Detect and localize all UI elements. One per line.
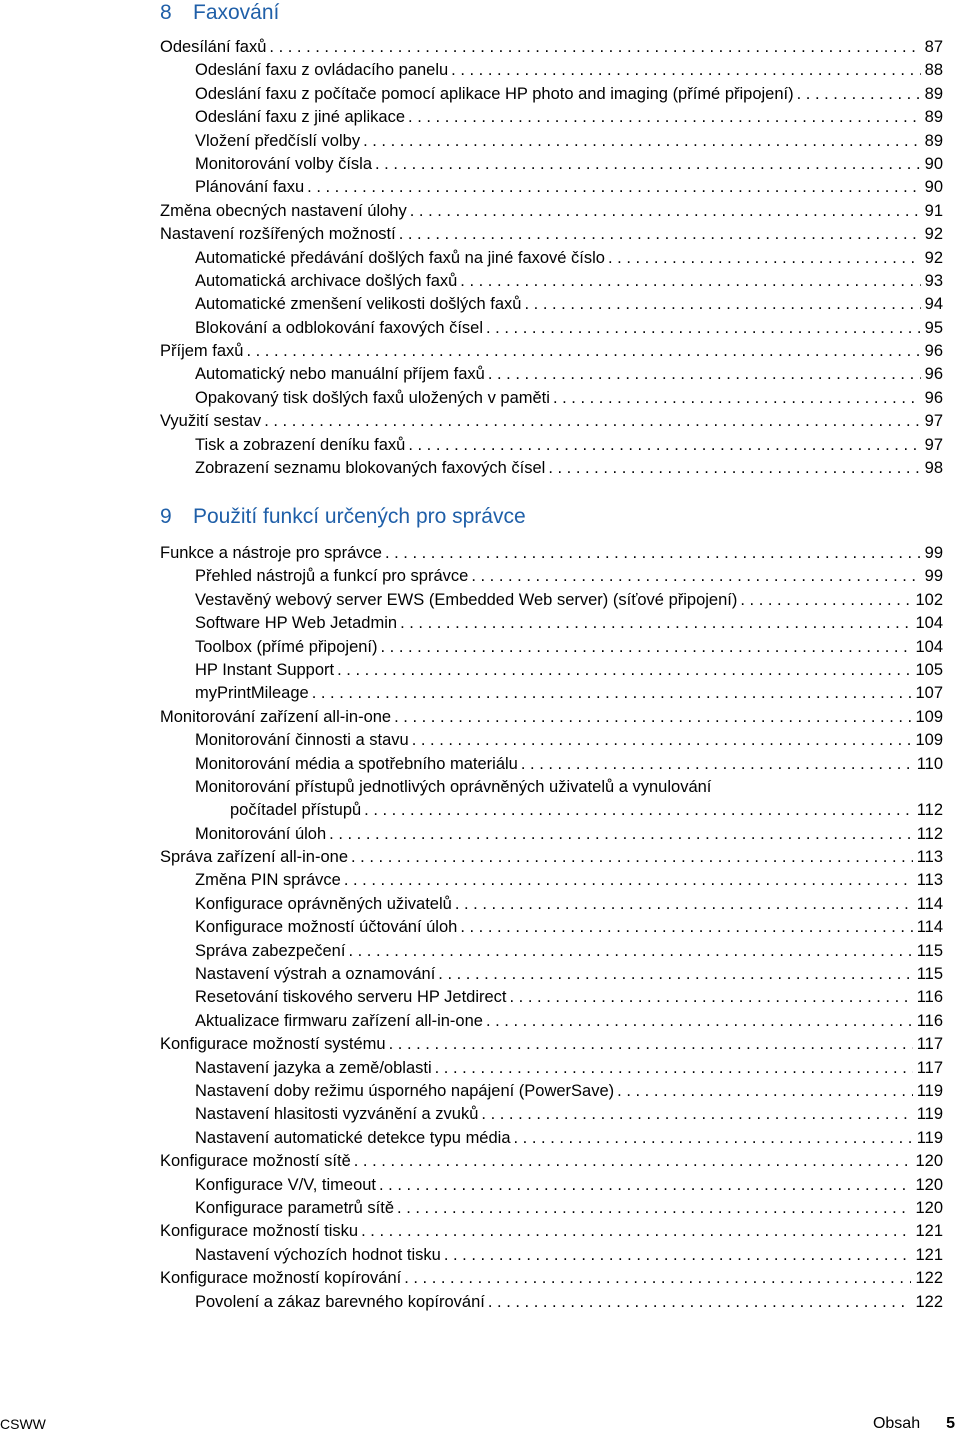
toc-entry-title: Příjem faxů: [160, 342, 244, 361]
dot-leader: [521, 753, 913, 776]
toc-entry-page: 96: [924, 365, 943, 384]
toc-entry[interactable]: [160, 940, 943, 963]
chapter-8-heading: [160, 0, 279, 26]
toc-entry[interactable]: [160, 846, 943, 869]
footer-section-label: Obsah: [872, 1415, 921, 1432]
chapter-9-title: Použití funkcí určených pro správce: [193, 505, 526, 528]
dot-leader: [381, 636, 912, 659]
dot-leader: [404, 1267, 911, 1290]
dot-leader: [348, 940, 912, 963]
dot-leader: [354, 1150, 912, 1173]
toc-entry-title: Povolení a zákaz barevného kopírování: [195, 1292, 485, 1311]
toc-entry[interactable]: [160, 363, 943, 386]
toc-entry-title: Monitorování přístupů jednotlivých oprávněných uživatelů a vynulování: [195, 777, 712, 796]
toc-entry[interactable]: [160, 223, 943, 246]
dot-leader: [455, 893, 913, 916]
dot-leader: [389, 1033, 913, 1056]
toc-entry[interactable]: [160, 59, 943, 82]
dot-leader: [510, 986, 913, 1009]
toc-entry[interactable]: [160, 753, 943, 776]
toc-entry-title: Plánování faxu: [195, 178, 305, 197]
toc-entry[interactable]: [160, 1291, 943, 1314]
toc-entry-title: Správa zabezpečení: [195, 941, 346, 960]
toc-entry-page: 115: [916, 965, 943, 984]
toc-entry[interactable]: [160, 659, 943, 682]
toc-entry-title: Automatický nebo manuální příjem faxů: [195, 365, 485, 384]
toc-entry-title: Funkce a nástroje pro správce: [160, 544, 382, 562]
toc-entry-page: 87: [924, 38, 943, 56]
toc-entry-title: Odeslání faxu z ovládacího panelu: [195, 61, 449, 80]
toc-entry[interactable]: [160, 916, 943, 939]
dot-leader: [337, 659, 911, 682]
toc-entry[interactable]: [160, 1010, 943, 1033]
toc-entry[interactable]: [160, 387, 943, 410]
toc-entry-title: Konfigurace možností tisku: [160, 1222, 359, 1241]
toc-entry-title: počítadel přístupů: [230, 801, 362, 820]
toc-entry-page: 116: [916, 1011, 943, 1030]
toc-entry-page: 122: [915, 1292, 943, 1311]
toc-entry-title: Konfigurace V/V, timeout: [195, 1175, 377, 1194]
toc-entry-title: Odeslání faxu z počítače pomocí aplikace HP photo and imaging (přímé připojení): [195, 84, 794, 103]
dot-leader: [344, 869, 913, 892]
dot-leader: [486, 1010, 913, 1033]
dot-leader: [397, 1197, 911, 1220]
toc-entry[interactable]: [160, 270, 943, 293]
toc-entry-page: 91: [924, 201, 943, 220]
toc-entry-title: Nastavení automatické detekce typu média: [195, 1128, 511, 1147]
toc-entry[interactable]: [160, 893, 943, 916]
dot-leader: [412, 729, 912, 752]
chapter-8-title: Faxování: [193, 1, 280, 24]
toc-entry-page: 92: [924, 248, 943, 267]
toc-entry-title: Využití sestav: [160, 412, 262, 431]
toc-entry[interactable]: [160, 340, 943, 363]
toc-entry[interactable]: [160, 83, 943, 106]
toc-entry-title: Správa zařízení all-in-one: [160, 848, 349, 867]
toc-entry-page: 120: [915, 1198, 943, 1217]
toc-entry-title: Monitorování úloh: [195, 824, 327, 843]
toc-entry-title: Automatická archivace došlých faxů: [195, 271, 458, 290]
toc-entry-page: 96: [924, 342, 943, 361]
toc-entry-title: HP Instant Support: [195, 660, 335, 679]
toc-entry-page: 113: [916, 848, 943, 867]
dot-leader: [410, 200, 921, 223]
toc-entry-page: 90: [924, 178, 943, 197]
toc-entry-title: Konfigurace oprávněných uživatelů: [195, 894, 452, 913]
toc-entry-title: Monitorování média a spotřebního materiálu: [195, 754, 518, 773]
toc-entry-title: Blokování a odblokování faxových čísel: [195, 318, 484, 337]
toc-entry-page: 120: [915, 1175, 943, 1194]
toc-entry-page: 93: [924, 271, 943, 290]
dot-leader: [481, 1103, 912, 1126]
dot-leader: [364, 799, 913, 822]
toc-entry[interactable]: [160, 1174, 943, 1197]
toc-entry-title: Aktualizace firmwaru zařízení all-in-one: [195, 1011, 483, 1030]
dot-leader: [444, 1244, 912, 1267]
dot-leader: [363, 130, 921, 153]
toc-entry-title: Změna PIN správce: [195, 871, 341, 890]
toc-entry[interactable]: [160, 106, 943, 129]
toc-entry[interactable]: [160, 1080, 943, 1103]
toc-entry[interactable]: [160, 36, 943, 59]
toc-entry-page: 112: [916, 801, 943, 820]
dot-leader: [451, 59, 920, 82]
toc-entry[interactable]: [160, 589, 943, 612]
chapter-8-number: 8: [160, 1, 172, 24]
toc-entry-page: 122: [915, 1269, 943, 1288]
dot-leader: [246, 340, 920, 363]
dot-leader: [385, 542, 921, 565]
dot-leader: [438, 963, 912, 986]
footer-page-number: 5: [946, 1415, 955, 1432]
toc-entry-title: Opakovaný tisk došlých faxů uložených v paměti: [195, 388, 550, 407]
toc-entry-title: Tisk a zobrazení deníku faxů: [195, 435, 406, 454]
toc-entry-title: Software HP Web Jetadmin: [195, 614, 398, 633]
dot-leader: [460, 270, 920, 293]
toc-entry[interactable]: [160, 799, 943, 822]
toc-entry[interactable]: [160, 130, 943, 153]
toc-entry-page: 119: [916, 1105, 943, 1124]
chapter-9-number: 9: [160, 505, 172, 528]
dot-leader: [514, 1127, 913, 1150]
dot-leader: [488, 363, 921, 386]
dot-leader: [394, 706, 911, 729]
toc-entry[interactable]: [160, 1103, 943, 1126]
toc-entry-page: 119: [916, 1081, 943, 1100]
dot-leader: [608, 247, 921, 270]
dot-leader: [488, 1291, 912, 1314]
footer-doc-code: CSWW: [0, 1416, 46, 1432]
toc-entry-page: 102: [915, 590, 943, 609]
toc-entry-title: Odeslání faxu z jiné aplikace: [195, 108, 406, 127]
dot-leader: [435, 1057, 913, 1080]
toc-entry[interactable]: [160, 706, 943, 729]
chapter-8-toc: [160, 36, 943, 480]
toc-entry[interactable]: [160, 1244, 943, 1267]
toc-entry-title: Toolbox (přímé připojení): [195, 637, 378, 656]
dot-leader: [375, 153, 921, 176]
toc-entry[interactable]: [160, 636, 943, 659]
toc-entry-page: 110: [916, 754, 943, 773]
dot-leader: [361, 1220, 911, 1243]
dot-leader: [553, 387, 921, 410]
dot-leader: [269, 36, 920, 59]
toc-entry-title: Monitorování činnosti a stavu: [195, 731, 409, 750]
toc-entry[interactable]: [160, 317, 943, 340]
toc-entry-page: 121: [915, 1245, 943, 1264]
toc-entry-title: Nastavení rozšířených možností: [160, 225, 396, 244]
toc-entry[interactable]: [160, 823, 943, 846]
toc-entry[interactable]: [160, 542, 943, 565]
toc-entry-page: 117: [916, 1058, 943, 1077]
toc-entry-page: 109: [915, 731, 943, 750]
dot-leader: [548, 457, 920, 480]
toc-entry-page: 98: [924, 459, 943, 478]
toc-entry[interactable]: [160, 293, 943, 316]
toc-entry[interactable]: [160, 410, 943, 433]
toc-entry-page: 116: [916, 988, 943, 1007]
dot-leader: [408, 106, 921, 129]
footer-section: [873, 1413, 955, 1435]
toc-entry-title: Přehled nástrojů a funkcí pro správce: [195, 567, 469, 586]
toc-entry-title: Změna obecných nastavení úlohy: [160, 201, 407, 220]
toc-entry-page: 114: [916, 918, 943, 937]
toc-entry[interactable]: [160, 153, 943, 176]
chapter-9-toc: [160, 542, 943, 1314]
toc-entry[interactable]: [160, 1033, 943, 1056]
toc-entry-page: 89: [924, 108, 943, 127]
dot-leader: [740, 589, 911, 612]
toc-entry-page: 89: [924, 84, 943, 103]
toc-entry[interactable]: [160, 247, 943, 270]
toc-entry[interactable]: [160, 1150, 943, 1173]
toc-entry-page: 104: [915, 637, 943, 656]
toc-entry[interactable]: [160, 1197, 943, 1220]
dot-leader: [379, 1174, 911, 1197]
toc-entry-page: 90: [924, 154, 943, 173]
toc-entry-page: 99: [924, 544, 943, 562]
toc-entry-title: Vložení předčíslí volby: [195, 131, 361, 150]
toc-entry-title: Vestavěný webový server EWS (Embedded Web server) (síťové připojení): [195, 590, 738, 609]
dot-leader: [471, 565, 920, 588]
toc-entry-title: Resetování tiskového serveru HP Jetdirect: [195, 988, 507, 1007]
dot-leader: [408, 434, 920, 457]
toc-entry[interactable]: [160, 729, 943, 752]
toc-entry-title: Automatické zmenšení velikosti došlých faxů: [195, 295, 522, 314]
toc-entry-title: Nastavení výchozích hodnot tisku: [195, 1245, 441, 1264]
toc-entry-page: 97: [924, 435, 943, 454]
toc-entry[interactable]: [160, 776, 943, 799]
toc-entry-title: Monitorování zařízení all-in-one: [160, 707, 392, 726]
toc-entry-page: 97: [924, 412, 943, 431]
toc-entry-page: 99: [924, 567, 943, 586]
toc-entry-page: 114: [916, 894, 943, 913]
dot-leader: [460, 916, 912, 939]
toc-entry-page: 109: [915, 707, 943, 726]
toc-entry-page: 88: [924, 61, 943, 80]
toc-entry-title: Konfigurace parametrů sítě: [195, 1198, 395, 1217]
toc-entry[interactable]: [160, 612, 943, 635]
toc-entry-title: Zobrazení seznamu blokovaných faxových čísel: [195, 459, 546, 478]
dot-leader: [329, 823, 913, 846]
toc-entry-page: 95: [924, 318, 943, 337]
toc-entry-title: Nastavení jazyka a země/oblasti: [195, 1058, 432, 1077]
toc-entry-page: 117: [916, 1035, 943, 1054]
toc-entry-page: 113: [916, 871, 943, 890]
toc-entry-title: Odesílání faxů: [160, 38, 267, 56]
toc-entry-page: 120: [915, 1152, 943, 1171]
toc-entry[interactable]: [160, 963, 943, 986]
toc-entry-page: 105: [915, 660, 943, 679]
toc-entry-page: 104: [915, 614, 943, 633]
dot-leader: [617, 1080, 913, 1103]
toc-entry-page: 94: [924, 295, 943, 314]
toc-entry[interactable]: [160, 869, 943, 892]
toc-entry[interactable]: [160, 200, 943, 223]
toc-entry[interactable]: [160, 565, 943, 588]
toc-entry-title: Konfigurace možností kopírování: [160, 1269, 402, 1288]
toc-entry[interactable]: [160, 176, 943, 199]
toc-entry[interactable]: [160, 1267, 943, 1290]
toc-entry-title: Nastavení doby režimu úsporného napájení (PowerSave): [195, 1081, 615, 1100]
dot-leader: [312, 682, 912, 705]
toc-entry-page: 121: [915, 1222, 943, 1241]
toc-entry[interactable]: [160, 1057, 943, 1080]
toc-entry[interactable]: [160, 682, 943, 705]
dot-leader: [264, 410, 920, 433]
toc-entry-title: Konfigurace možností sítě: [160, 1152, 351, 1171]
dot-leader: [307, 176, 920, 199]
dot-leader: [486, 317, 921, 340]
toc-entry-page: 107: [915, 684, 943, 703]
toc-entry[interactable]: [160, 1127, 943, 1150]
toc-entry-title: Nastavení hlasitosti vyzvánění a zvuků: [195, 1105, 479, 1124]
toc-entry-title: Konfigurace možností účtování úloh: [195, 918, 458, 937]
toc-entry-page: 119: [916, 1128, 943, 1147]
chapter-9-heading: [160, 504, 526, 530]
toc-entry-page: 115: [916, 941, 943, 960]
toc-entry-page: 92: [924, 225, 943, 244]
toc-entry-page: 96: [924, 388, 943, 407]
dot-leader: [400, 612, 911, 635]
toc-entry-page: 89: [924, 131, 943, 150]
toc-entry[interactable]: [160, 1220, 943, 1243]
toc-entry-title: Nastavení výstrah a oznamování: [195, 965, 436, 984]
dot-leader: [399, 223, 921, 246]
toc-entry[interactable]: [160, 434, 943, 457]
toc-entry[interactable]: [160, 457, 943, 480]
dot-leader: [351, 846, 913, 869]
toc-entry-title: myPrintMileage: [195, 684, 309, 703]
toc-entry[interactable]: [160, 986, 943, 1009]
toc-entry-title: Konfigurace možností systému: [160, 1035, 386, 1054]
toc-entry-title: Automatické předávání došlých faxů na jiné faxové číslo: [195, 248, 605, 267]
page-footer: [0, 1413, 960, 1435]
dot-leader: [797, 83, 921, 106]
toc-entry-title: Monitorování volby čísla: [195, 154, 372, 173]
toc-entry-page: 112: [916, 824, 943, 843]
dot-leader: [524, 293, 920, 316]
